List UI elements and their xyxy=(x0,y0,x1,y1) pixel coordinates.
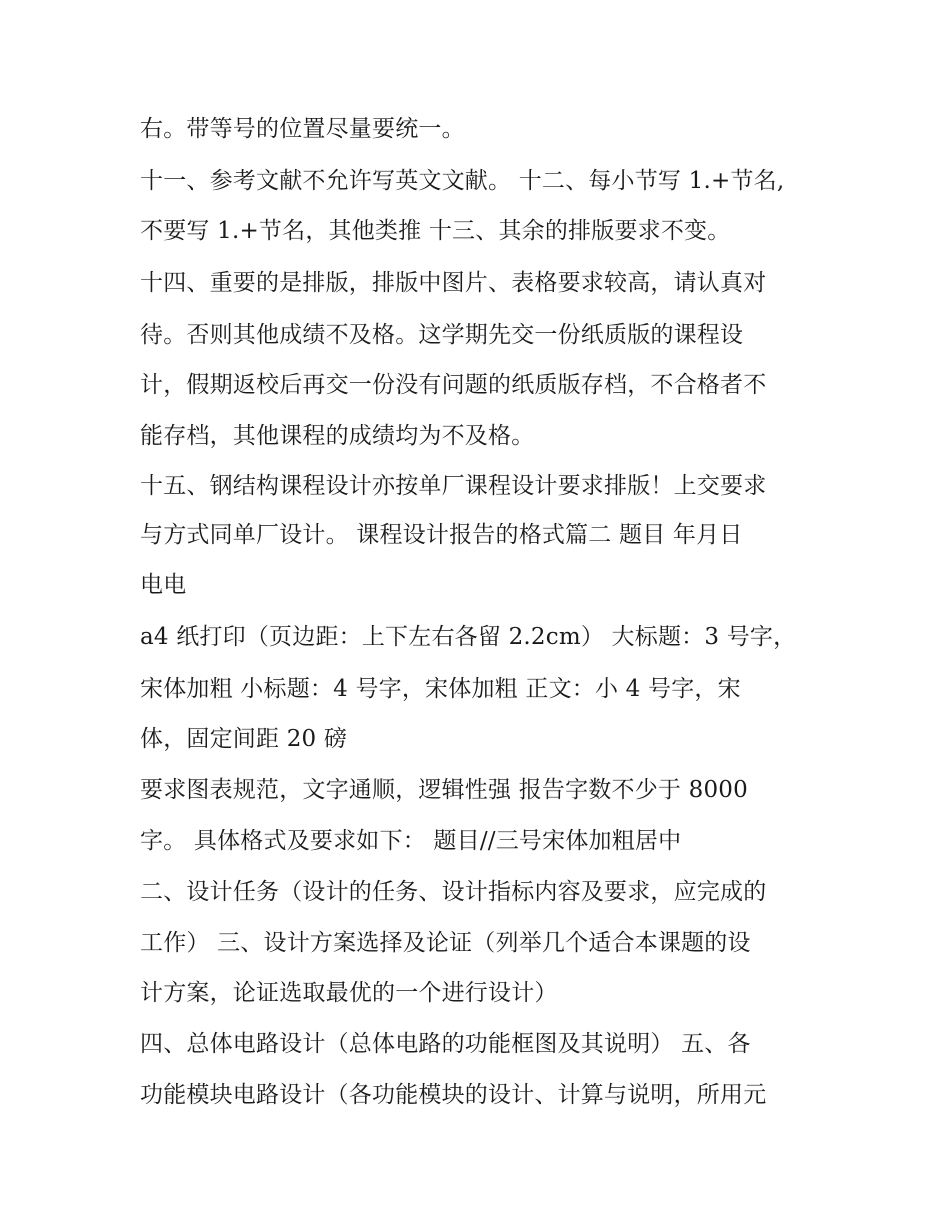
text-line-1: 右。带等号的位置尽量要统一。 xyxy=(140,116,465,142)
text-line-18: 计方案，论证选取最优的一个进行设计） xyxy=(140,980,558,1006)
text-line-9: 与方式同单厂设计。 课程设计报告的格式篇二 题目 年月日 xyxy=(140,522,743,548)
text-line-17: 工作） 三、设计方案选择及论证（列举几个适合本课题的设 xyxy=(140,930,751,956)
text-line-12: 宋体加粗 小标题：4 号字，宋体加粗 正文：小 4 号字，宋 xyxy=(140,676,741,702)
text-line-16: 二、设计任务（设计的任务、设计指标内容及要求，应完成的 xyxy=(140,879,767,905)
text-line-19: 四、总体电路设计（总体电路的功能框图及其说明） 五、各 xyxy=(140,1031,751,1057)
text-line-5: 待。否则其他成绩不及格。这学期先交一份纸质版的课程设 xyxy=(140,322,744,348)
text-line-2: 十一、参考文献不允许写英文文献。 十二、每小节写 1.+节名, xyxy=(140,168,785,194)
text-line-15: 字。 具体格式及要求如下： 题目//三号宋体加粗居中 xyxy=(140,828,682,854)
text-line-14: 要求图表规范，文字通顺，逻辑性强 报告字数不少于 8000 xyxy=(140,777,748,803)
text-line-3: 不要写 1.+节名，其他类推 十三、其余的排版要求不变。 xyxy=(140,218,731,244)
text-line-13: 体，固定间距 20 磅 xyxy=(140,726,348,752)
text-line-20: 功能模块电路设计（各功能模块的设计、计算与说明，所用元 xyxy=(140,1082,767,1108)
text-line-10: 电电 xyxy=(140,572,187,598)
text-line-4: 十四、重要的是排版，排版中图片、表格要求较高，请认真对 xyxy=(140,270,767,296)
text-line-8: 十五、钢结构课程设计亦按单厂课程设计要求排版！上交要求 xyxy=(140,473,767,499)
text-line-7: 能存档，其他课程的成绩均为不及格。 xyxy=(140,423,535,449)
text-line-11: a4 纸打印（页边距：上下左右各留 2.2cm） 大标题：3 号字， xyxy=(140,624,797,650)
text-line-6: 计，假期返校后再交一份没有问题的纸质版存档，不合格者不 xyxy=(140,372,767,398)
